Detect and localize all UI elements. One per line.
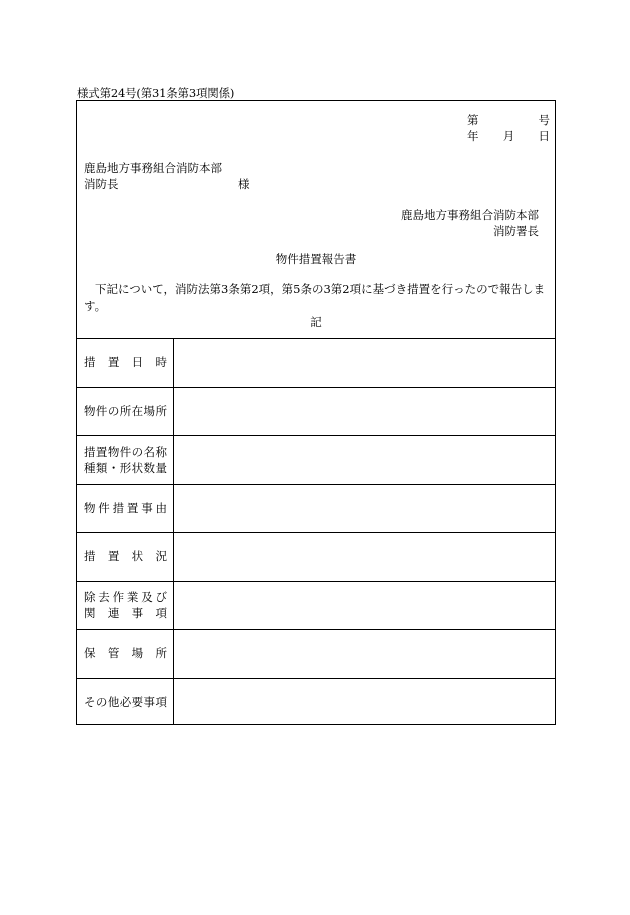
report-body-text: 下記について，消防法第3条第2項，第5条の3第2項に基づき措置を行ったので報告します。 <box>84 282 546 313</box>
sender-title: 消防署長 <box>493 224 539 238</box>
label-column-divider <box>173 338 174 724</box>
number-suffix: 号 <box>538 113 550 127</box>
reason-value-cell[interactable] <box>175 485 555 531</box>
ki-mark: 記 <box>310 315 322 329</box>
year-label: 年 <box>467 129 479 143</box>
number-prefix: 第 <box>467 113 479 127</box>
sender-org: 鹿島地方事務組合消防本部 <box>401 208 539 222</box>
addressee-title: 消防長 <box>84 177 119 191</box>
row-label-reason: 物 件 措 置 事 由 <box>84 501 167 515</box>
row-label-datetime: 措 置 日 時 <box>84 355 167 369</box>
removal-work-value-cell[interactable] <box>175 582 555 628</box>
date-line <box>467 128 550 144</box>
row-label-storage-place: 保 管 場 所 <box>84 646 167 660</box>
day-label: 日 <box>538 129 550 143</box>
addressee-suffix: 様 <box>238 177 250 191</box>
report-form-frame <box>76 100 556 725</box>
document-number-line <box>467 112 550 128</box>
location-value-cell[interactable] <box>175 388 555 434</box>
row-label-location: 物 件 の 所 在 場 所 <box>84 404 167 418</box>
row-label-item-name-type: 措 置 物 件 の 名 称 種 類 ・ 形 状 数 量 <box>84 445 167 475</box>
status-value-cell[interactable] <box>175 533 555 580</box>
storage-place-value-cell[interactable] <box>175 630 555 677</box>
other-matters-value-cell[interactable] <box>175 679 555 724</box>
document-title: 物件措置報告書 <box>275 252 357 266</box>
row-label-removal-work: 除 去 作 業 及 び 関 連 事 項 <box>84 590 167 620</box>
month-label: 月 <box>502 129 515 143</box>
addressee-org: 鹿島地方事務組合消防本部 <box>84 161 222 175</box>
item-name-value-cell[interactable] <box>175 436 555 483</box>
datetime-value-cell[interactable] <box>175 339 555 386</box>
form-number-label: 様式第24号(第31条第3項関係) <box>77 86 235 100</box>
row-label-status: 措 置 状 況 <box>84 549 167 563</box>
row-label-other-matters: そ の 他 必 要 事 項 <box>84 695 167 709</box>
